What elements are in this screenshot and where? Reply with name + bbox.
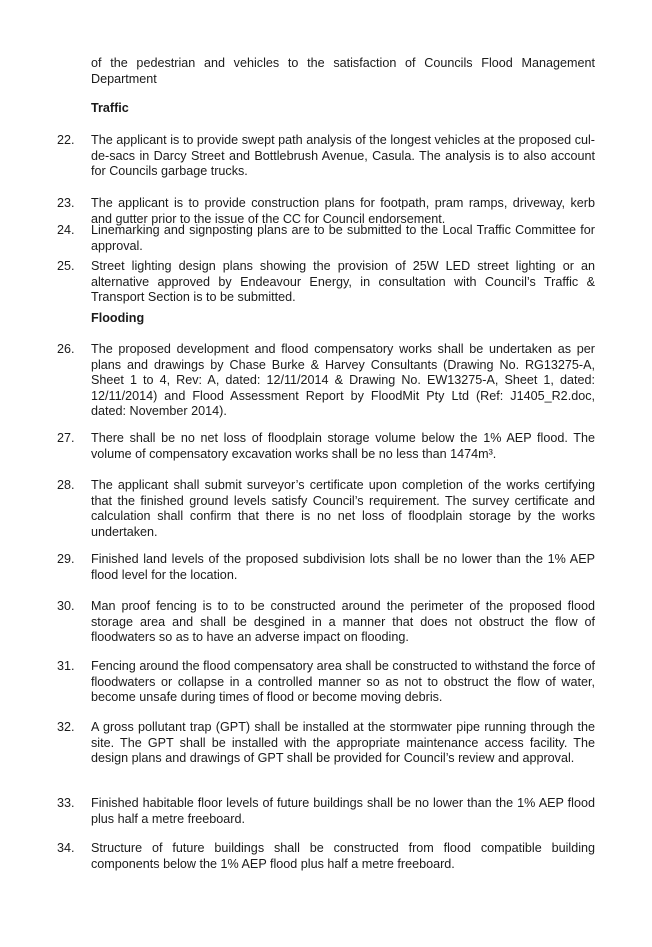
condition-item-34: [57, 841, 595, 872]
condition-number: 22.: [57, 133, 75, 147]
condition-text: The applicant shall submit surveyor’s certificate upon completion of the works certifying that the finished ground levels satisfy Council’s requirement. The survey certificate and calculation shall confirm that there is no net loss of floodplain storage by the works undertaken.: [91, 478, 595, 539]
condition-text: Linemarking and signposting plans are to be submitted to the Local Traffic Committee for approval.: [91, 223, 595, 253]
condition-text: The proposed development and flood compensatory works shall be undertaken as per plans and drawings by Chase Burke & Harvey Consultants (Drawing No. RG13275-A, Sheet 1 to 4, Rev: A, dated: 12/11/2014 & Drawing No. EW13275-A, Sheet 1, dated: 12/11/2014) and Flood Assessment Report by FloodMit Pty Ltd (Ref: J1405_R2.doc, dated: November 2014).: [91, 342, 595, 419]
condition-text: There shall be no net loss of floodplain storage volume below the 1% AEP flood. The volume of compensatory excavation works shall be no less than 1474m³.: [91, 431, 595, 461]
condition-number: 24.: [57, 223, 75, 237]
condition-number: 32.: [57, 720, 75, 734]
condition-text: Man proof fencing is to to be constructed around the perimeter of the proposed flood storage area and shall be desgined in a manner that does not obstruct the flow of floodwaters so as to have an adverse impact on flooding.: [91, 599, 595, 645]
condition-item-32: [57, 720, 595, 767]
condition-number: 27.: [57, 431, 75, 445]
section-heading-flooding: Flooding: [91, 311, 145, 325]
condition-item-30: [57, 599, 595, 646]
continuation-paragraph: of the pedestrian and vehicles to the satisfaction of Councils Flood Management Department: [91, 56, 595, 86]
condition-number: 30.: [57, 599, 75, 613]
section-heading-traffic: Traffic: [91, 101, 129, 115]
condition-item-27: [57, 431, 595, 462]
condition-number: 26.: [57, 342, 75, 356]
condition-text: Finished land levels of the proposed subdivision lots shall be no lower than the 1% AEP flood level for the location.: [91, 552, 595, 582]
condition-number: 31.: [57, 659, 75, 673]
condition-number: 33.: [57, 796, 75, 810]
condition-text: The applicant is to provide swept path analysis of the longest vehicles at the proposed cul-de-sacs in Darcy Street and Bottlebrush Avenue, Casula. The analysis is to also account for Councils garbage trucks.: [91, 133, 595, 179]
condition-number: 23.: [57, 196, 75, 210]
condition-text: Finished habitable floor levels of future buildings shall be no lower than the 1% AEP flood plus half a metre freeboard.: [91, 796, 595, 826]
condition-text: Structure of future buildings shall be constructed from flood compatible building components below the 1% AEP flood plus half a metre freeboard.: [91, 841, 595, 871]
condition-text: The applicant is to provide construction plans for footpath, pram ramps, driveway, kerb and gutter prior to the issue of the CC for Council endorsement.: [91, 196, 595, 226]
condition-item-25: [57, 259, 595, 306]
condition-item-24: [57, 223, 595, 254]
condition-text: Fencing around the flood compensatory area shall be constructed to withstand the force of floodwaters or collapse in a controlled manner so as not to obstruct the flow of water, become unsafe during times of flood or become moving debris.: [91, 659, 595, 705]
condition-number: 34.: [57, 841, 75, 855]
condition-text: Street lighting design plans showing the provision of 25W LED street lighting or an alternative approved by Endeavour Energy, in consultation with Council’s Traffic & Transport Section is to be submitted.: [91, 259, 595, 305]
condition-number: 28.: [57, 478, 75, 492]
condition-item-29: [57, 552, 595, 583]
condition-item-31: [57, 659, 595, 706]
condition-item-22: [57, 133, 595, 180]
condition-number: 29.: [57, 552, 75, 566]
condition-text: A gross pollutant trap (GPT) shall be installed at the stormwater pipe running through the site. The GPT shall be installed with the appropriate maintenance access facility. The design plans and drawings of GPT shall be provided for Council’s review and approval.: [91, 720, 595, 766]
condition-item-33: [57, 796, 595, 827]
condition-number: 25.: [57, 259, 75, 273]
condition-item-26: [57, 342, 595, 420]
condition-item-28: [57, 478, 595, 540]
